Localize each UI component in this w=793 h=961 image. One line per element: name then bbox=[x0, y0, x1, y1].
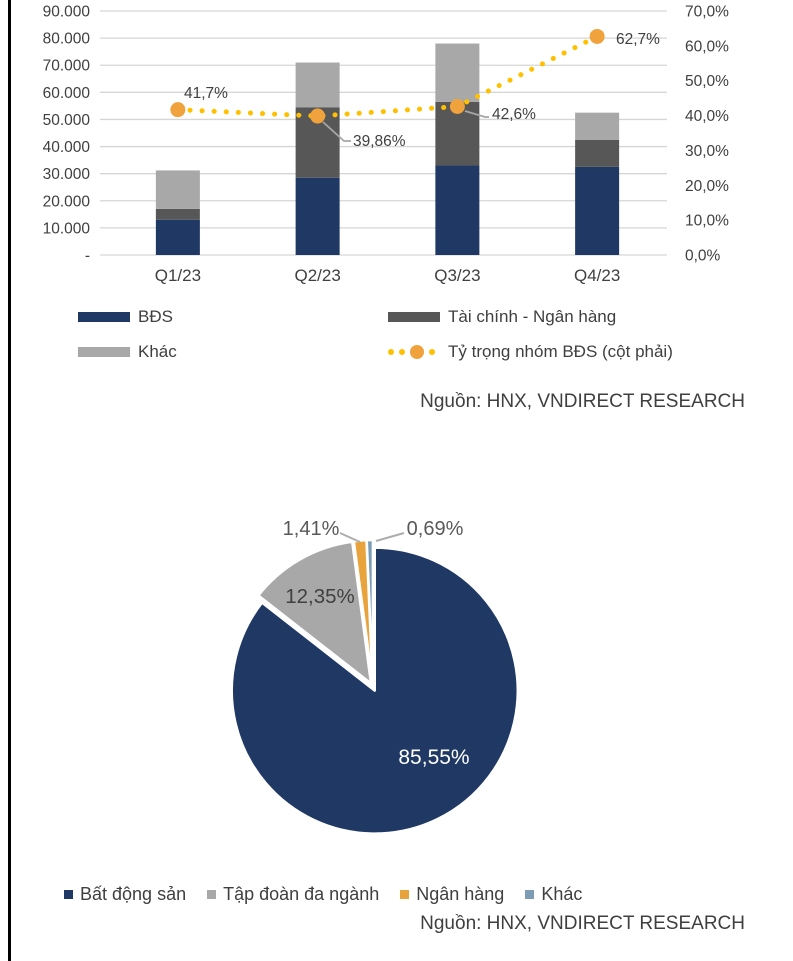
svg-text:0,69%: 0,69% bbox=[406, 518, 464, 540]
svg-text:39,86%: 39,86% bbox=[353, 133, 406, 150]
legend-item-khac bbox=[78, 342, 388, 362]
legend-item-ngan-hang bbox=[400, 884, 504, 905]
pie-chart-legend bbox=[64, 884, 582, 905]
dotted-line-swatch bbox=[388, 345, 440, 359]
tap-doan-color-swatch bbox=[207, 890, 216, 899]
legend-item-tap-doan bbox=[207, 884, 379, 905]
svg-text:Q2/23: Q2/23 bbox=[294, 266, 341, 285]
legend-label: Tập đoàn đa ngành bbox=[223, 884, 380, 904]
svg-text:30,0%: 30,0% bbox=[685, 142, 729, 160]
bar-chart bbox=[0, 0, 793, 292]
svg-text:60.000: 60.000 bbox=[42, 84, 90, 102]
legend-label: Tài chính - Ngân hàng bbox=[448, 307, 617, 326]
legend-item-bds bbox=[78, 307, 388, 327]
pie-chart bbox=[150, 480, 610, 860]
svg-text:70.000: 70.000 bbox=[42, 57, 90, 75]
svg-text:10,0%: 10,0% bbox=[685, 212, 729, 230]
ngan-hang-color-swatch bbox=[400, 890, 409, 899]
svg-text:80.000: 80.000 bbox=[42, 30, 90, 48]
svg-text:0,0%: 0,0% bbox=[685, 247, 721, 265]
source-note-pie-chart: Nguồn: HNX, VNDIRECT RESEARCH bbox=[420, 913, 745, 934]
svg-text:40,0%: 40,0% bbox=[685, 108, 729, 126]
svg-text:70,0%: 70,0% bbox=[685, 3, 729, 21]
legend-label: BĐS bbox=[138, 307, 173, 326]
svg-text:41,7%: 41,7% bbox=[184, 85, 228, 102]
svg-text:85,55%: 85,55% bbox=[398, 746, 470, 769]
legend-label: Bất động sản bbox=[80, 884, 187, 904]
svg-text:30.000: 30.000 bbox=[42, 166, 90, 184]
svg-text:42,6%: 42,6% bbox=[492, 106, 536, 123]
bat-dong-san-color-swatch bbox=[64, 890, 73, 899]
svg-text:-: - bbox=[84, 247, 90, 265]
legend-item-bat-dong-san bbox=[64, 884, 186, 905]
svg-text:62,7%: 62,7% bbox=[616, 31, 660, 48]
legend-item-khac-pie bbox=[525, 884, 582, 905]
legend-label: Khác bbox=[541, 884, 583, 904]
svg-text:40.000: 40.000 bbox=[42, 139, 90, 157]
svg-text:90.000: 90.000 bbox=[42, 3, 90, 21]
source-note-bar-chart: Nguồn: HNX, VNDIRECT RESEARCH bbox=[420, 391, 745, 412]
legend-item-ty-trong bbox=[388, 342, 673, 362]
svg-text:50,0%: 50,0% bbox=[685, 73, 729, 91]
svg-text:20.000: 20.000 bbox=[42, 193, 90, 211]
khac-pie-color-swatch bbox=[525, 890, 534, 899]
khac-color-swatch bbox=[78, 347, 130, 357]
svg-text:20,0%: 20,0% bbox=[685, 177, 729, 195]
svg-text:Q4/23: Q4/23 bbox=[573, 266, 621, 285]
svg-text:1,41%: 1,41% bbox=[282, 518, 340, 540]
legend-label: Khác bbox=[138, 342, 177, 361]
legend-item-tai-chinh bbox=[388, 307, 673, 327]
svg-text:Q3/23: Q3/23 bbox=[434, 266, 481, 285]
svg-text:12,35%: 12,35% bbox=[285, 585, 355, 608]
svg-text:60,0%: 60,0% bbox=[685, 38, 729, 56]
tai-chinh-color-swatch bbox=[388, 312, 440, 322]
legend-label: Ngân hàng bbox=[416, 884, 505, 904]
svg-text:Q1/23: Q1/23 bbox=[154, 266, 202, 285]
bar-chart-legend bbox=[78, 307, 673, 362]
legend-label: Tỷ trọng nhóm BĐS (cột phải) bbox=[448, 342, 673, 361]
bds-color-swatch bbox=[78, 312, 130, 322]
svg-text:50.000: 50.000 bbox=[42, 111, 90, 129]
svg-text:10.000: 10.000 bbox=[42, 220, 90, 238]
